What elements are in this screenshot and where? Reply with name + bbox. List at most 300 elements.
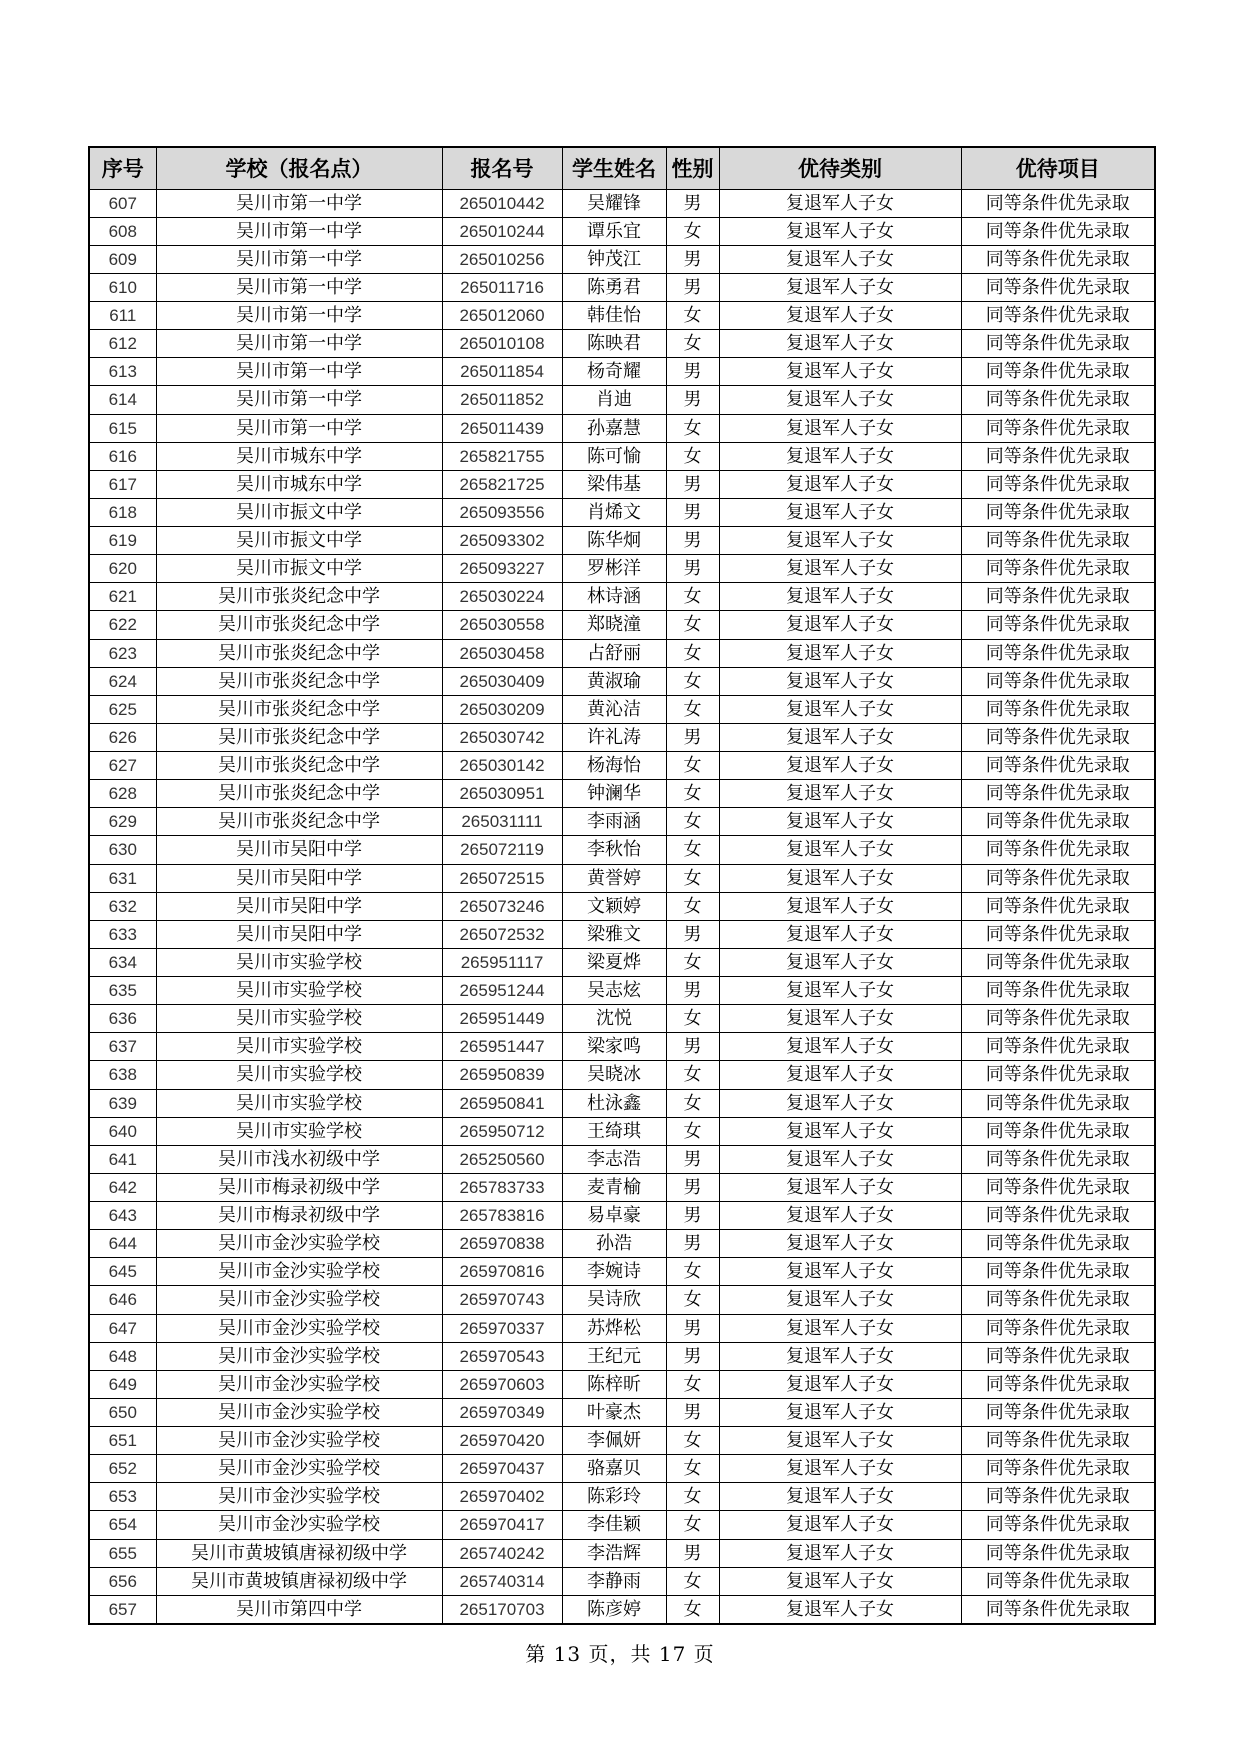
student-name-cell: 许礼涛 (562, 723, 666, 751)
index-cell: 651 (89, 1427, 156, 1455)
school-cell: 吴川市实验学校 (156, 1033, 442, 1061)
gender-cell: 男 (666, 1314, 719, 1342)
benefit-cell: 同等条件优先录取 (961, 1539, 1155, 1567)
reg-number-cell: 265030742 (442, 723, 562, 751)
index-cell: 652 (89, 1455, 156, 1483)
index-cell: 623 (89, 639, 156, 667)
benefit-cell: 同等条件优先录取 (961, 1005, 1155, 1033)
reg-number-cell: 265011854 (442, 358, 562, 386)
table-row (89, 977, 1155, 1005)
category-cell: 复退军人子女 (719, 948, 961, 976)
category-cell: 复退军人子女 (719, 1342, 961, 1370)
index-cell: 634 (89, 948, 156, 976)
index-cell: 635 (89, 977, 156, 1005)
benefit-cell: 同等条件优先录取 (961, 302, 1155, 330)
table-row (89, 498, 1155, 526)
student-name-cell: 肖烯文 (562, 498, 666, 526)
gender-cell: 男 (666, 555, 719, 583)
category-cell: 复退军人子女 (719, 864, 961, 892)
student-name-cell: 陈勇君 (562, 273, 666, 301)
student-name-cell: 陈彩玲 (562, 1483, 666, 1511)
index-cell: 622 (89, 611, 156, 639)
student-name-cell: 占舒丽 (562, 639, 666, 667)
header-col-school: 学校（报名点） (156, 147, 442, 189)
gender-cell: 女 (666, 217, 719, 245)
gender-cell: 女 (666, 1061, 719, 1089)
page-footer: 第 13 页，共 17 页 (525, 1642, 715, 1666)
index-cell: 616 (89, 442, 156, 470)
reg-number-cell: 265093227 (442, 555, 562, 583)
student-name-cell: 李婉诗 (562, 1258, 666, 1286)
school-cell: 吴川市振文中学 (156, 527, 442, 555)
table-body (89, 189, 1155, 1624)
student-name-cell: 陈彦婷 (562, 1595, 666, 1624)
gender-cell: 女 (666, 808, 719, 836)
student-name-cell: 李志浩 (562, 1145, 666, 1173)
category-cell: 复退军人子女 (719, 1286, 961, 1314)
school-cell: 吴川市振文中学 (156, 555, 442, 583)
header-col-reg-number: 报名号 (442, 147, 562, 189)
index-cell: 618 (89, 498, 156, 526)
student-name-cell: 韩佳怡 (562, 302, 666, 330)
gender-cell: 女 (666, 1005, 719, 1033)
student-name-cell: 钟茂江 (562, 245, 666, 273)
index-cell: 630 (89, 836, 156, 864)
gender-cell: 女 (666, 892, 719, 920)
reg-number-cell: 265012060 (442, 302, 562, 330)
table-row (89, 1061, 1155, 1089)
header-col-index: 序号 (89, 147, 156, 189)
index-cell: 610 (89, 273, 156, 301)
index-cell: 637 (89, 1033, 156, 1061)
gender-cell: 女 (666, 1286, 719, 1314)
benefit-cell: 同等条件优先录取 (961, 1342, 1155, 1370)
index-cell: 642 (89, 1173, 156, 1201)
school-cell: 吴川市实验学校 (156, 1117, 442, 1145)
index-cell: 613 (89, 358, 156, 386)
student-name-cell: 李秋怡 (562, 836, 666, 864)
index-cell: 655 (89, 1539, 156, 1567)
benefit-cell: 同等条件优先录取 (961, 1202, 1155, 1230)
student-name-cell: 孙浩 (562, 1230, 666, 1258)
index-cell: 612 (89, 330, 156, 358)
gender-cell: 男 (666, 470, 719, 498)
gender-cell: 女 (666, 864, 719, 892)
benefit-cell: 同等条件优先录取 (961, 1117, 1155, 1145)
table-row (89, 1314, 1155, 1342)
table-row (89, 1230, 1155, 1258)
index-cell: 638 (89, 1061, 156, 1089)
reg-number-cell: 265951447 (442, 1033, 562, 1061)
table-row (89, 273, 1155, 301)
header-col-category: 优待类别 (719, 147, 961, 189)
benefit-cell: 同等条件优先录取 (961, 1145, 1155, 1173)
school-cell: 吴川市张炎纪念中学 (156, 611, 442, 639)
reg-number-cell: 265970743 (442, 1286, 562, 1314)
student-name-cell: 黄誉婷 (562, 864, 666, 892)
gender-cell: 女 (666, 667, 719, 695)
reg-number-cell: 265970417 (442, 1511, 562, 1539)
category-cell: 复退军人子女 (719, 892, 961, 920)
table-row (89, 752, 1155, 780)
reg-number-cell: 265740314 (442, 1567, 562, 1595)
gender-cell: 女 (666, 780, 719, 808)
category-cell: 复退军人子女 (719, 217, 961, 245)
reg-number-cell: 265030224 (442, 583, 562, 611)
gender-cell: 女 (666, 1455, 719, 1483)
table-row (89, 1398, 1155, 1426)
student-name-cell: 李佩妍 (562, 1427, 666, 1455)
index-cell: 629 (89, 808, 156, 836)
student-name-cell: 郑晓潼 (562, 611, 666, 639)
index-cell: 611 (89, 302, 156, 330)
school-cell: 吴川市实验学校 (156, 977, 442, 1005)
table-row (89, 892, 1155, 920)
school-cell: 吴川市金沙实验学校 (156, 1258, 442, 1286)
index-cell: 653 (89, 1483, 156, 1511)
reg-number-cell: 265010442 (442, 189, 562, 217)
reg-number-cell: 265950839 (442, 1061, 562, 1089)
reg-number-cell: 265250560 (442, 1145, 562, 1173)
category-cell: 复退军人子女 (719, 1370, 961, 1398)
school-cell: 吴川市实验学校 (156, 1061, 442, 1089)
student-name-cell: 李雨涵 (562, 808, 666, 836)
category-cell: 复退军人子女 (719, 358, 961, 386)
school-cell: 吴川市第一中学 (156, 358, 442, 386)
benefit-cell: 同等条件优先录取 (961, 920, 1155, 948)
reg-number-cell: 265951449 (442, 1005, 562, 1033)
index-cell: 639 (89, 1089, 156, 1117)
benefit-cell: 同等条件优先录取 (961, 386, 1155, 414)
table-row (89, 1455, 1155, 1483)
school-cell: 吴川市张炎纪念中学 (156, 780, 442, 808)
benefit-cell: 同等条件优先录取 (961, 611, 1155, 639)
table-row (89, 1033, 1155, 1061)
student-name-cell: 吴耀锋 (562, 189, 666, 217)
header-col-gender: 性别 (666, 147, 719, 189)
reg-number-cell: 265970437 (442, 1455, 562, 1483)
reg-number-cell: 265970838 (442, 1230, 562, 1258)
category-cell: 复退军人子女 (719, 583, 961, 611)
school-cell: 吴川市金沙实验学校 (156, 1483, 442, 1511)
category-cell: 复退军人子女 (719, 498, 961, 526)
reg-number-cell: 265011716 (442, 273, 562, 301)
header-row (89, 147, 1155, 189)
category-cell: 复退军人子女 (719, 1539, 961, 1567)
student-name-cell: 李佳颖 (562, 1511, 666, 1539)
gender-cell: 女 (666, 695, 719, 723)
school-cell: 吴川市张炎纪念中学 (156, 639, 442, 667)
index-cell: 614 (89, 386, 156, 414)
reg-number-cell: 265170703 (442, 1595, 562, 1624)
school-cell: 吴川市金沙实验学校 (156, 1427, 442, 1455)
index-cell: 617 (89, 470, 156, 498)
index-cell: 620 (89, 555, 156, 583)
gender-cell: 女 (666, 1258, 719, 1286)
school-cell: 吴川市第一中学 (156, 386, 442, 414)
student-name-cell: 李浩辉 (562, 1539, 666, 1567)
student-name-cell: 梁伟基 (562, 470, 666, 498)
index-cell: 656 (89, 1567, 156, 1595)
category-cell: 复退军人子女 (719, 752, 961, 780)
header-col-benefit: 优待项目 (961, 147, 1155, 189)
benefit-cell: 同等条件优先录取 (961, 1567, 1155, 1595)
gender-cell: 男 (666, 920, 719, 948)
benefit-cell: 同等条件优先录取 (961, 330, 1155, 358)
student-name-cell: 谭乐宜 (562, 217, 666, 245)
gender-cell: 女 (666, 1117, 719, 1145)
category-cell: 复退军人子女 (719, 330, 961, 358)
gender-cell: 男 (666, 1033, 719, 1061)
benefit-cell: 同等条件优先录取 (961, 1286, 1155, 1314)
student-name-cell: 麦青榆 (562, 1173, 666, 1201)
benefit-cell: 同等条件优先录取 (961, 414, 1155, 442)
student-name-cell: 苏烨松 (562, 1314, 666, 1342)
reg-number-cell: 265030209 (442, 695, 562, 723)
student-name-cell: 陈可愉 (562, 442, 666, 470)
reg-number-cell: 265970816 (442, 1258, 562, 1286)
table-header (89, 147, 1155, 189)
benefit-cell: 同等条件优先录取 (961, 977, 1155, 1005)
benefit-cell: 同等条件优先录取 (961, 1314, 1155, 1342)
table-row (89, 948, 1155, 976)
student-name-cell: 黄沁洁 (562, 695, 666, 723)
benefit-cell: 同等条件优先录取 (961, 1455, 1155, 1483)
school-cell: 吴川市金沙实验学校 (156, 1398, 442, 1426)
school-cell: 吴川市实验学校 (156, 1005, 442, 1033)
gender-cell: 女 (666, 1595, 719, 1624)
school-cell: 吴川市金沙实验学校 (156, 1286, 442, 1314)
reg-number-cell: 265821725 (442, 470, 562, 498)
benefit-cell: 同等条件优先录取 (961, 1089, 1155, 1117)
index-cell: 632 (89, 892, 156, 920)
gender-cell: 女 (666, 442, 719, 470)
index-cell: 640 (89, 1117, 156, 1145)
category-cell: 复退军人子女 (719, 695, 961, 723)
index-cell: 615 (89, 414, 156, 442)
reg-number-cell: 265030409 (442, 667, 562, 695)
benefit-cell: 同等条件优先录取 (961, 752, 1155, 780)
table-row (89, 330, 1155, 358)
index-cell: 625 (89, 695, 156, 723)
school-cell: 吴川市实验学校 (156, 1089, 442, 1117)
reg-number-cell: 265783733 (442, 1173, 562, 1201)
reg-number-cell: 265011439 (442, 414, 562, 442)
index-cell: 627 (89, 752, 156, 780)
school-cell: 吴川市金沙实验学校 (156, 1370, 442, 1398)
gender-cell: 男 (666, 1202, 719, 1230)
category-cell: 复退军人子女 (719, 555, 961, 583)
reg-number-cell: 265821755 (442, 442, 562, 470)
category-cell: 复退军人子女 (719, 667, 961, 695)
benefit-cell: 同等条件优先录取 (961, 470, 1155, 498)
table-row (89, 386, 1155, 414)
student-name-cell: 林诗涵 (562, 583, 666, 611)
category-cell: 复退军人子女 (719, 273, 961, 301)
category-cell: 复退军人子女 (719, 245, 961, 273)
benefit-cell: 同等条件优先录取 (961, 780, 1155, 808)
category-cell: 复退军人子女 (719, 189, 961, 217)
gender-cell: 男 (666, 723, 719, 751)
table-row (89, 470, 1155, 498)
school-cell: 吴川市第一中学 (156, 245, 442, 273)
index-cell: 645 (89, 1258, 156, 1286)
student-name-cell: 易卓豪 (562, 1202, 666, 1230)
index-cell: 647 (89, 1314, 156, 1342)
reg-number-cell: 265970603 (442, 1370, 562, 1398)
category-cell: 复退军人子女 (719, 1595, 961, 1624)
category-cell: 复退军人子女 (719, 1427, 961, 1455)
school-cell: 吴川市张炎纪念中学 (156, 695, 442, 723)
reg-number-cell: 265970349 (442, 1398, 562, 1426)
category-cell: 复退军人子女 (719, 1202, 961, 1230)
table-row (89, 583, 1155, 611)
index-cell: 621 (89, 583, 156, 611)
category-cell: 复退军人子女 (719, 1258, 961, 1286)
category-cell: 复退军人子女 (719, 470, 961, 498)
gender-cell: 男 (666, 273, 719, 301)
table-row (89, 1427, 1155, 1455)
student-name-cell: 钟澜华 (562, 780, 666, 808)
gender-cell: 男 (666, 245, 719, 273)
gender-cell: 女 (666, 1089, 719, 1117)
reg-number-cell: 265030558 (442, 611, 562, 639)
student-name-cell: 杨海怡 (562, 752, 666, 780)
reg-number-cell: 265740242 (442, 1539, 562, 1567)
reg-number-cell: 265950712 (442, 1117, 562, 1145)
student-name-cell: 梁夏烨 (562, 948, 666, 976)
gender-cell: 女 (666, 836, 719, 864)
benefit-cell: 同等条件优先录取 (961, 723, 1155, 751)
reg-number-cell: 265093302 (442, 527, 562, 555)
benefit-cell: 同等条件优先录取 (961, 1258, 1155, 1286)
table-row (89, 302, 1155, 330)
school-cell: 吴川市黄坡镇唐禄初级中学 (156, 1567, 442, 1595)
category-cell: 复退军人子女 (719, 1398, 961, 1426)
header-col-student-name: 学生姓名 (562, 147, 666, 189)
table-row (89, 639, 1155, 667)
table-row (89, 1539, 1155, 1567)
school-cell: 吴川市第一中学 (156, 273, 442, 301)
school-cell: 吴川市张炎纪念中学 (156, 752, 442, 780)
reg-number-cell: 265951117 (442, 948, 562, 976)
gender-cell: 女 (666, 583, 719, 611)
table-row (89, 695, 1155, 723)
table-row (89, 1595, 1155, 1624)
category-cell: 复退军人子女 (719, 1455, 961, 1483)
benefit-cell: 同等条件优先录取 (961, 527, 1155, 555)
school-cell: 吴川市吴阳中学 (156, 864, 442, 892)
reg-number-cell: 265951244 (442, 977, 562, 1005)
index-cell: 644 (89, 1230, 156, 1258)
category-cell: 复退军人子女 (719, 442, 961, 470)
category-cell: 复退军人子女 (719, 414, 961, 442)
student-name-cell: 陈梓昕 (562, 1370, 666, 1398)
reg-number-cell: 265010108 (442, 330, 562, 358)
gender-cell: 男 (666, 189, 719, 217)
table-row (89, 555, 1155, 583)
table-row (89, 1483, 1155, 1511)
benefit-cell: 同等条件优先录取 (961, 864, 1155, 892)
index-cell: 650 (89, 1398, 156, 1426)
school-cell: 吴川市梅录初级中学 (156, 1202, 442, 1230)
student-name-cell: 梁雅文 (562, 920, 666, 948)
reg-number-cell: 265010256 (442, 245, 562, 273)
reg-number-cell: 265030458 (442, 639, 562, 667)
category-cell: 复退军人子女 (719, 302, 961, 330)
category-cell: 复退军人子女 (719, 836, 961, 864)
table-row (89, 245, 1155, 273)
index-cell: 643 (89, 1202, 156, 1230)
table-row (89, 920, 1155, 948)
benefit-cell: 同等条件优先录取 (961, 498, 1155, 526)
school-cell: 吴川市第一中学 (156, 217, 442, 245)
school-cell: 吴川市第一中学 (156, 414, 442, 442)
benefit-cell: 同等条件优先录取 (961, 1061, 1155, 1089)
school-cell: 吴川市城东中学 (156, 442, 442, 470)
student-name-cell: 罗彬洋 (562, 555, 666, 583)
student-list-sheet (88, 146, 1154, 1625)
school-cell: 吴川市梅录初级中学 (156, 1173, 442, 1201)
category-cell: 复退军人子女 (719, 808, 961, 836)
school-cell: 吴川市第一中学 (156, 330, 442, 358)
school-cell: 吴川市吴阳中学 (156, 892, 442, 920)
student-name-cell: 肖迪 (562, 386, 666, 414)
student-name-cell: 杜泳鑫 (562, 1089, 666, 1117)
index-cell: 619 (89, 527, 156, 555)
table-row (89, 611, 1155, 639)
gender-cell: 女 (666, 611, 719, 639)
school-cell: 吴川市第四中学 (156, 1595, 442, 1624)
table-row (89, 1511, 1155, 1539)
gender-cell: 男 (666, 386, 719, 414)
category-cell: 复退军人子女 (719, 723, 961, 751)
category-cell: 复退军人子女 (719, 639, 961, 667)
reg-number-cell: 265073246 (442, 892, 562, 920)
gender-cell: 男 (666, 977, 719, 1005)
reg-number-cell: 265030951 (442, 780, 562, 808)
gender-cell: 男 (666, 1230, 719, 1258)
benefit-cell: 同等条件优先录取 (961, 667, 1155, 695)
benefit-cell: 同等条件优先录取 (961, 1370, 1155, 1398)
reg-number-cell: 265072515 (442, 864, 562, 892)
benefit-cell: 同等条件优先录取 (961, 358, 1155, 386)
index-cell: 657 (89, 1595, 156, 1624)
school-cell: 吴川市张炎纪念中学 (156, 667, 442, 695)
gender-cell: 男 (666, 1342, 719, 1370)
gender-cell: 女 (666, 1370, 719, 1398)
category-cell: 复退军人子女 (719, 1314, 961, 1342)
table-row (89, 217, 1155, 245)
student-name-cell: 王纪元 (562, 1342, 666, 1370)
benefit-cell: 同等条件优先录取 (961, 217, 1155, 245)
category-cell: 复退军人子女 (719, 780, 961, 808)
category-cell: 复退军人子女 (719, 1033, 961, 1061)
benefit-cell: 同等条件优先录取 (961, 808, 1155, 836)
student-name-cell: 杨奇耀 (562, 358, 666, 386)
reg-number-cell: 265072119 (442, 836, 562, 864)
index-cell: 624 (89, 667, 156, 695)
gender-cell: 女 (666, 1427, 719, 1455)
student-table (88, 146, 1156, 1625)
gender-cell: 男 (666, 527, 719, 555)
index-cell: 607 (89, 189, 156, 217)
benefit-cell: 同等条件优先录取 (961, 1483, 1155, 1511)
student-name-cell: 陈华炯 (562, 527, 666, 555)
school-cell: 吴川市金沙实验学校 (156, 1511, 442, 1539)
index-cell: 628 (89, 780, 156, 808)
index-cell: 626 (89, 723, 156, 751)
